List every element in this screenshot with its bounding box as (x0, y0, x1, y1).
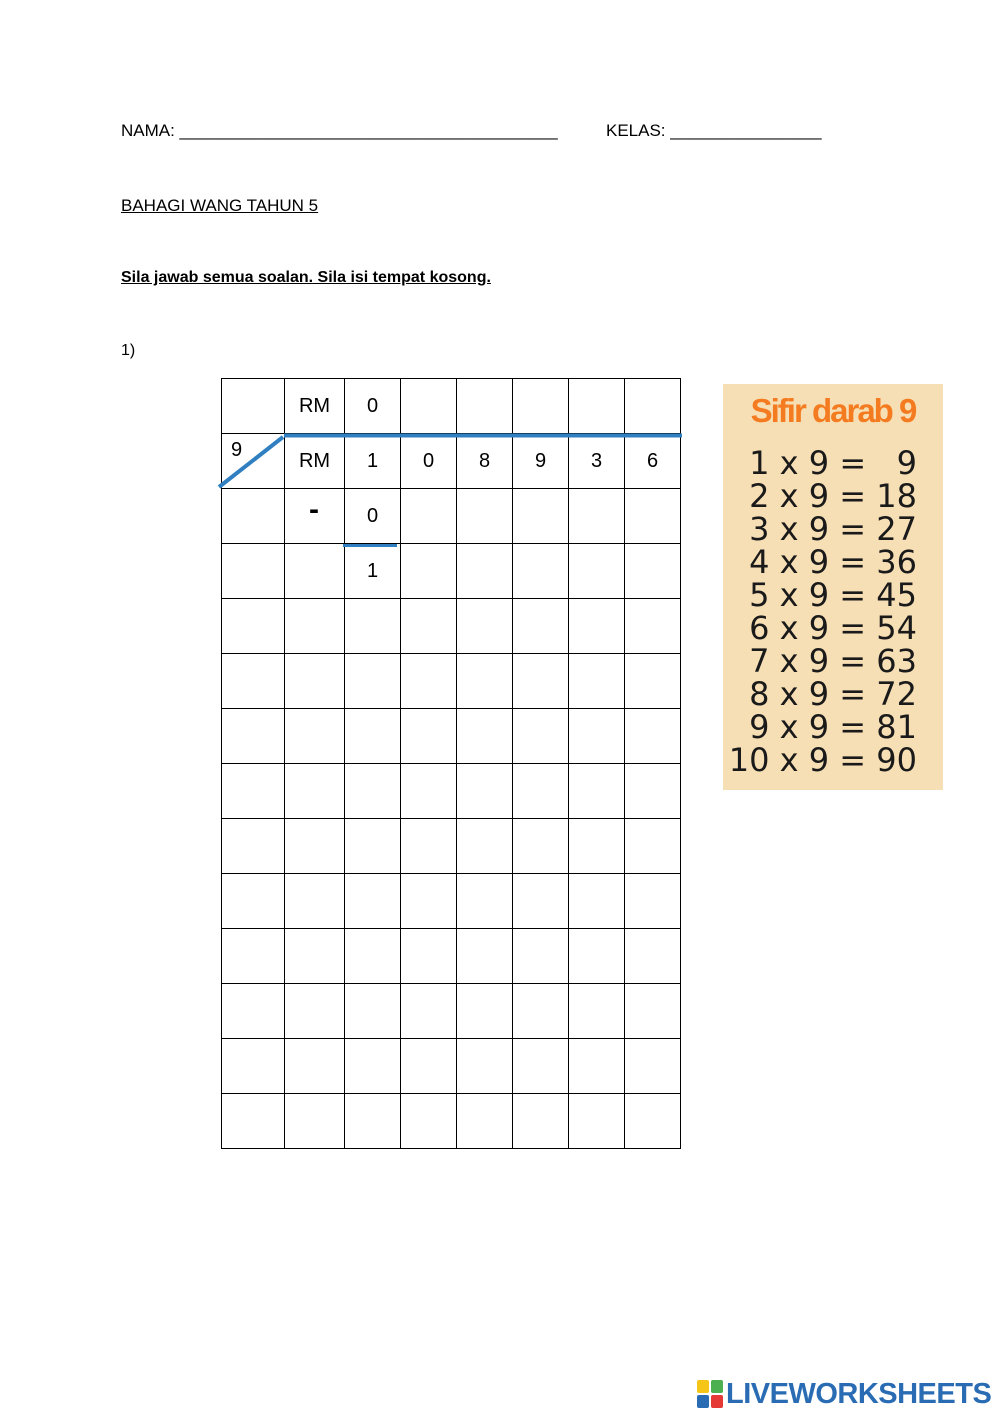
worksheet-title: BAHAGI WANG TAHUN 5 (121, 196, 319, 215)
multiplication-line: 3 x 9 = 27 (749, 510, 917, 548)
brand-name: LIVEWORKSHEETS (726, 1377, 992, 1410)
multiplication-line: 10 x 9 = 90 (728, 741, 917, 779)
grid-cell: 1 (345, 434, 401, 489)
grid-cell: 3 (569, 434, 625, 489)
multiplication-line: 1 x 9 = 9 (749, 444, 917, 482)
nama-label: NAMA: ________________________________________ (121, 121, 558, 140)
divisor-value: 9 (231, 439, 243, 461)
multiplication-table-title: Sifir darab 9 (750, 392, 916, 429)
multiplication-line: 4 x 9 = 36 (749, 543, 917, 581)
multiplication-line: 5 x 9 = 45 (749, 576, 917, 614)
question-number: 1) (121, 342, 136, 359)
minus-sign: - (309, 493, 319, 526)
division-bracket-slash (219, 437, 283, 487)
liveworksheets-icon (697, 1380, 723, 1408)
multiplication-line: 6 x 9 = 54 (749, 609, 917, 647)
grid-cell: 0 (345, 379, 401, 434)
multiplication-line: 2 x 9 = 18 (749, 477, 917, 515)
multiplication-table-card (723, 384, 943, 790)
grid-cell: RM (285, 434, 345, 489)
grid-cell: RM (285, 379, 345, 434)
grid-cell: 1 (345, 544, 401, 599)
grid-cell: 6 (625, 434, 681, 489)
kelas-label: KELAS: ________________ (606, 121, 822, 140)
grid-cell: 9 (513, 434, 569, 489)
instruction-text: Sila jawab semua soalan. Sila isi tempat kosong. (121, 269, 491, 286)
grid-cell: 8 (457, 434, 513, 489)
liveworksheets-logo[interactable] (697, 1377, 991, 1411)
grid-cell: 0 (401, 434, 457, 489)
grid-cell: 0 (345, 489, 401, 544)
multiplication-line: 8 x 9 = 72 (749, 675, 917, 713)
multiplication-line: 7 x 9 = 63 (749, 642, 917, 680)
multiplication-line: 9 x 9 = 81 (749, 708, 917, 746)
